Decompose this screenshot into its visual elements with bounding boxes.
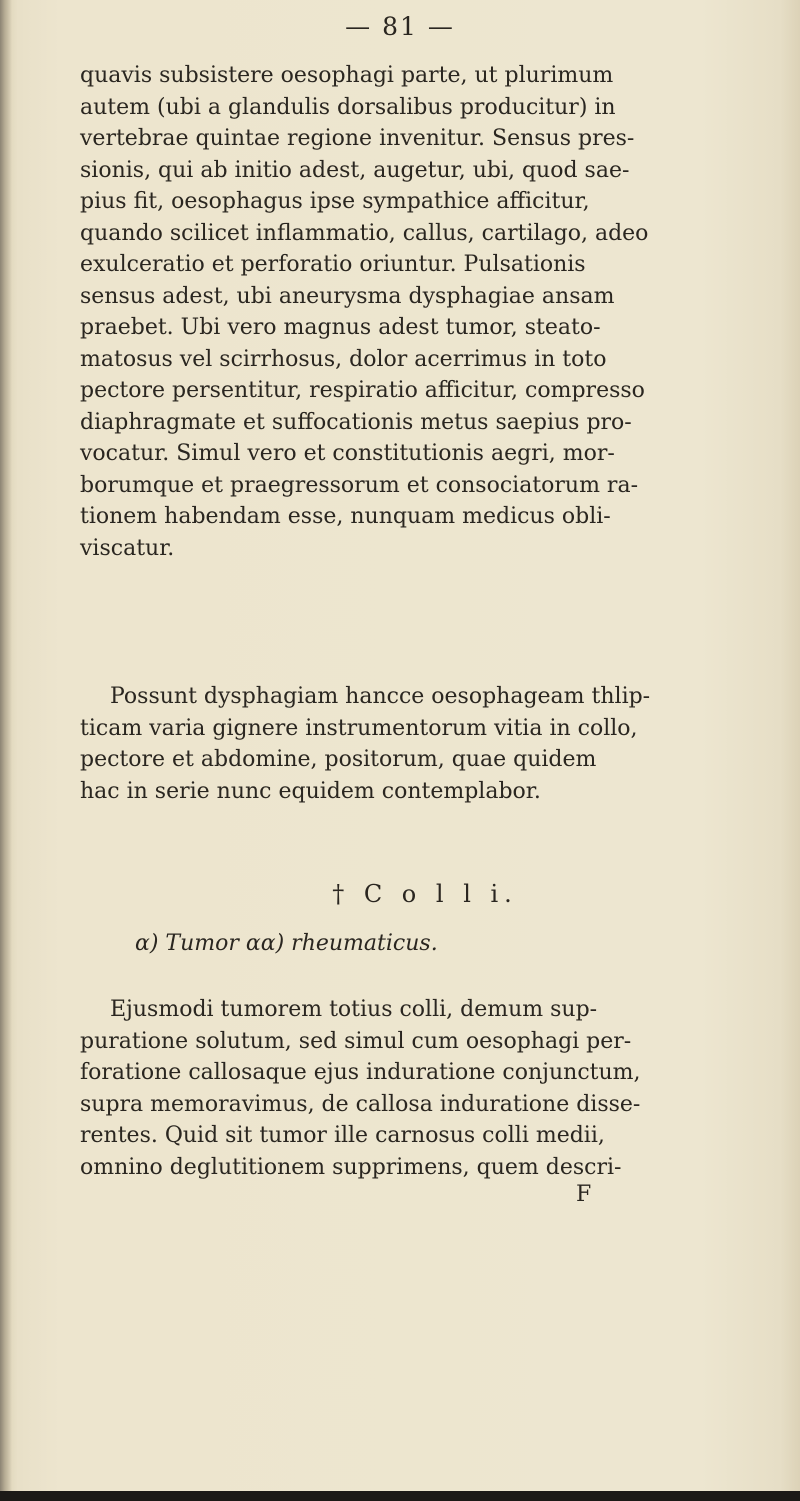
page-number: — 81 — (345, 12, 455, 41)
sub-heading: α) Tumor αα) rheumaticus. (135, 931, 438, 956)
text-line: ticam varia gignere instrumentorum vitia in collo, (80, 715, 638, 741)
text-line: omnino deglutitionem supprimens, quem descri- (80, 1154, 622, 1180)
text-line: diaphragmate et suffocationis metus saepius pro- (80, 409, 632, 435)
text-line: quando scilicet inflammatio, callus, cartilago, adeo (80, 220, 649, 246)
text-line: Ejusmodi tumorem totius colli, demum sup- (110, 997, 598, 1022)
signature-mark: F (576, 1182, 592, 1207)
text-line: exulceratio et perforatio oriuntur. Pulsationis (80, 252, 586, 277)
text-line: autem (ubi a glandulis dorsalibus producitur) in (80, 94, 616, 120)
text-line: tionem habendam esse, nunquam medicus obli- (80, 504, 611, 529)
text-line: supra memoravimus, de callosa induratione disse- (80, 1091, 641, 1117)
text-line: foratione callosaque ejus induratione conjunctum, (80, 1060, 641, 1085)
text-line: pectore et abdomine, positorum, quae quidem (80, 747, 597, 772)
section-heading: † C o l l i. (332, 880, 518, 908)
page-bottom-edge (0, 1491, 800, 1501)
paragraph-2 (80, 681, 735, 807)
page-binding-edge (0, 0, 12, 1501)
text-line: puratione solutum, sed simul cum oesophagi per- (80, 1028, 632, 1054)
text-line: matosus vel scirrhosus, dolor acerrimus in toto (80, 346, 607, 372)
text-line: vocatur. Simul vero et constitutionis aegri, mor- (80, 441, 615, 466)
text-line: praebet. Ubi vero magnus adest tumor, steato- (80, 315, 601, 340)
text-line: sensus adest, ubi aneurysma dysphagiae ansam (80, 283, 615, 309)
text-line: pectore persentitur, respiratio afficitur, compresso (80, 378, 645, 403)
text-line: borumque et praegressorum et consociatorum ra- (80, 472, 639, 498)
paragraph-1 (80, 60, 735, 564)
text-line: quavis subsistere oesophagi parte, ut plurimum (80, 63, 614, 88)
text-line: Possunt dysphagiam hancce oesophageam thlip- (110, 684, 651, 709)
text-line: vertebrae quintae regione invenitur. Sensus pres- (80, 126, 635, 151)
text-line: sionis, qui ab initio adest, augetur, ubi, quod sae- (80, 157, 630, 183)
text-line: viscatur. (80, 535, 175, 561)
text-line: rentes. Quid sit tumor ille carnosus colli medii, (80, 1123, 605, 1148)
text-line: pius fit, oesophagus ipse sympathice afficitur, (80, 189, 590, 214)
text-line: hac in serie nunc equidem contemplabor. (80, 778, 541, 804)
paragraph-3 (80, 994, 735, 1183)
